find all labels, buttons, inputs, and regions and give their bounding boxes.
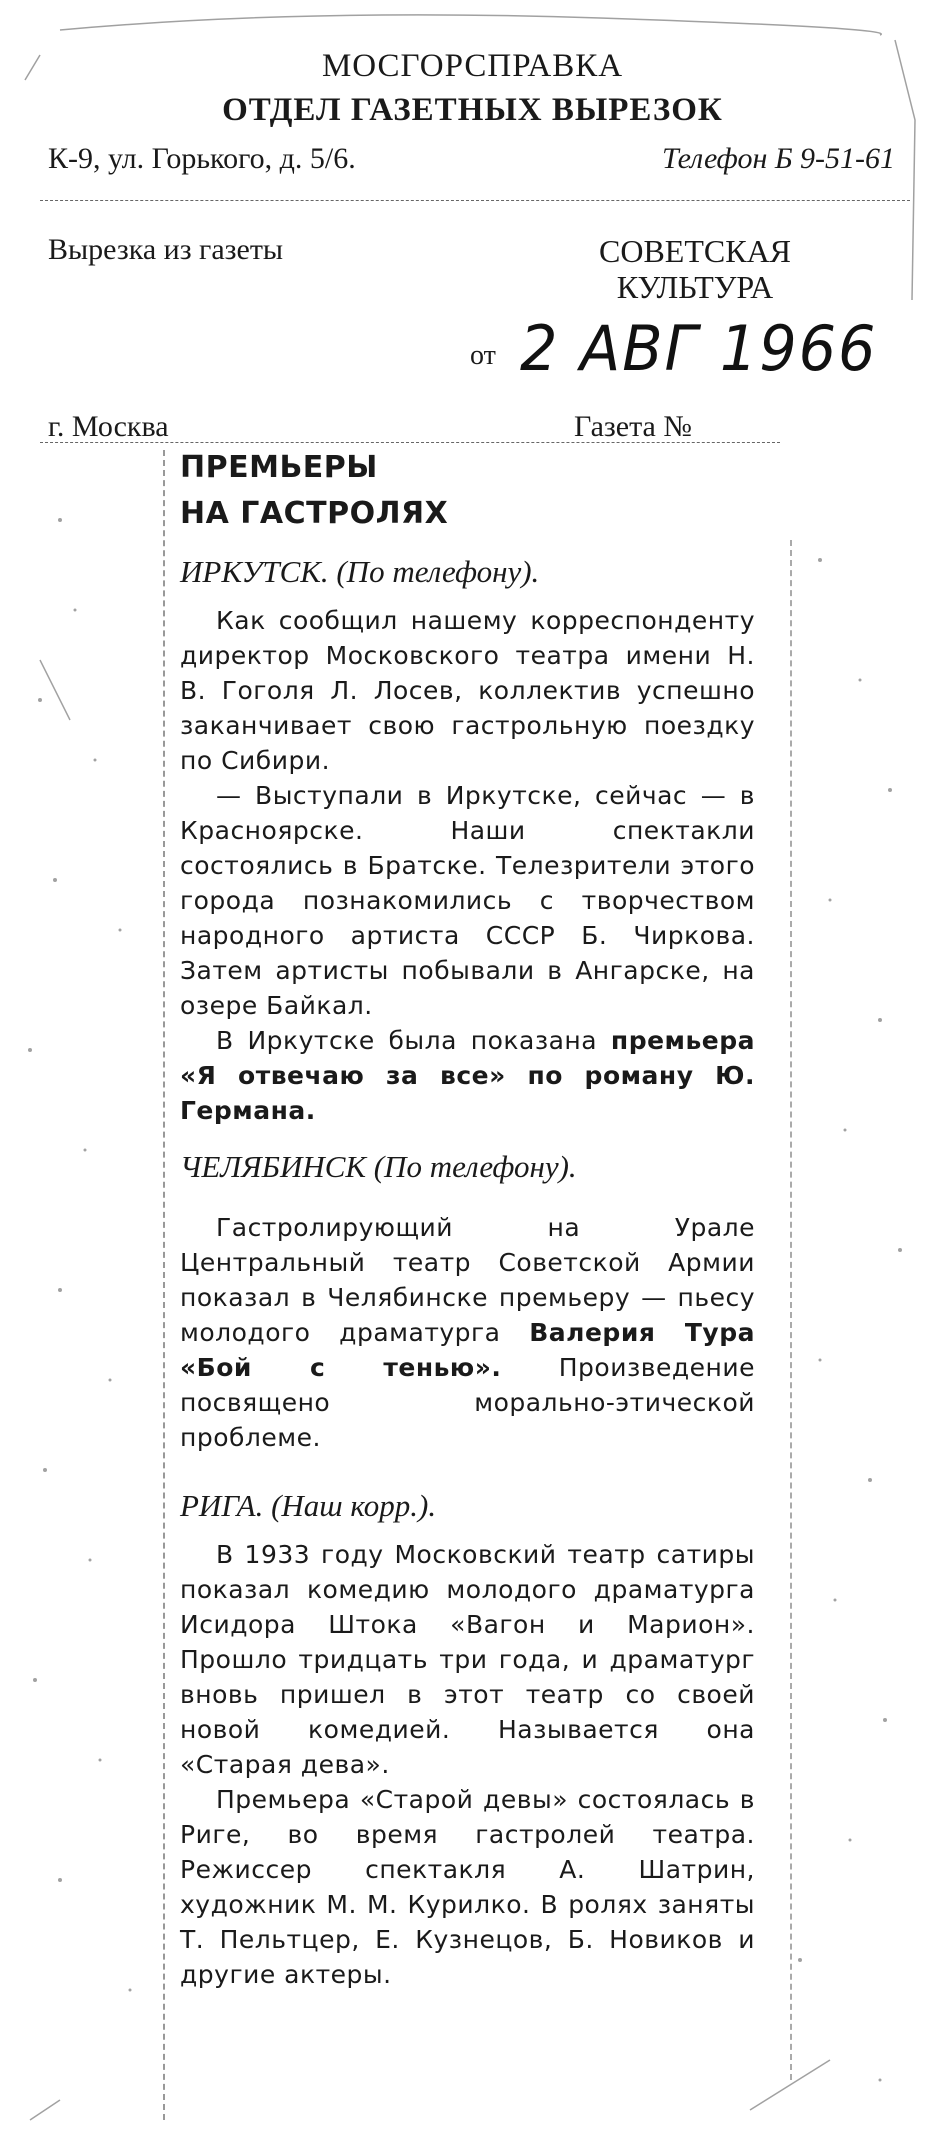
article: [180, 445, 755, 1992]
dateline-irkutsk: ИРКУТСК. (По телефону).: [180, 554, 540, 589]
date-stamp: 2 АВГ 1966: [520, 312, 878, 385]
city-divider: [40, 442, 780, 443]
date-prefix: от: [470, 340, 496, 371]
paragraph: [180, 1210, 755, 1455]
paragraph-bold-text: Валерия Тура «Бой с тенью».: [180, 1318, 755, 1382]
paragraph: Премьера «Старой девы» состоялась в Риге, во время гастролей театра. Режиссер спектакля А. Шатрин, художник М. М. Курилко. В ролях заняты Т. Пельтцер, Е. Кузнецов, Б. Новиков и другие актеры.: [180, 1785, 755, 1989]
newspaper-name-line1: СОВЕТСКАЯ: [598, 233, 792, 269]
phone: Телефон Б 9-51-61: [661, 142, 895, 175]
gazeta-number: Газета №: [574, 410, 692, 443]
paragraph-text: В Иркутске была показана: [216, 1026, 598, 1055]
dateline-chelyabinsk: ЧЕЛЯБИНСК (По телефону).: [180, 1149, 577, 1184]
clipping-edge-left: [163, 450, 165, 2120]
paragraph: — Выступали в Иркутске, сейчас — в Красноярске. Наши спектакли состоялись в Братске. Телезрители этого города познакомились с творчеством народного артиста СССР Б. Чиркова. Затем артисты побывали в Ангарске, на озере Байкал.: [180, 781, 755, 1020]
paragraph: Как сообщил нашему корреспонденту директор Московского театра имени Н. В. Гоголя Л. Лосев, коллектив успешно заканчивает свою гастрольную поездку по Сибири.: [180, 606, 755, 775]
department-name: ОТДЕЛ ГАЗЕТНЫХ ВЫРЕЗОК: [222, 92, 723, 128]
section-riga: [180, 1485, 755, 1992]
paragraph: В 1933 году Московский театр сатиры показал комедию молодого драматурга Исидора Штока «Вагон и Марион». Прошло тридцать три года, и драматург вновь пришел в этот театр со своей новой комедией. Называется она «Старая дева».: [180, 1540, 755, 1779]
newspaper-name-line2: КУЛЬТУРА: [616, 269, 774, 305]
city: г. Москва: [48, 410, 169, 443]
paragraph: [180, 1023, 755, 1128]
clipping-label: Вырезка из газеты: [48, 233, 284, 266]
article-title-line1: ПРЕМЬЕРЫ: [180, 450, 378, 485]
newspaper-name: [565, 233, 825, 305]
section-chelyabinsk: [180, 1146, 755, 1455]
address: К-9, ул. Горького, д. 5/6.: [48, 142, 356, 175]
header-divider: [40, 200, 910, 201]
section-irkutsk: [180, 551, 755, 1128]
paragraph-bold-text: премьера «Я отвечаю за все» по роману Ю. Германа.: [180, 1026, 756, 1125]
paragraph-text: Гастролирующий на Урале Центральный театр Советской Армии показал в Челябинске премьеру — пьесу молодого драматурга: [180, 1213, 755, 1347]
article-title-line2: НА ГАСТРОЛЯХ: [180, 496, 449, 531]
org-name: МОСГОРСПРАВКА: [321, 48, 624, 84]
paragraph-text: Произведение посвящено морально-этической проблеме.: [180, 1353, 755, 1452]
dateline-riga: РИГА. (Наш корр.).: [180, 1488, 437, 1523]
clipping-edge-right: [790, 540, 792, 2080]
